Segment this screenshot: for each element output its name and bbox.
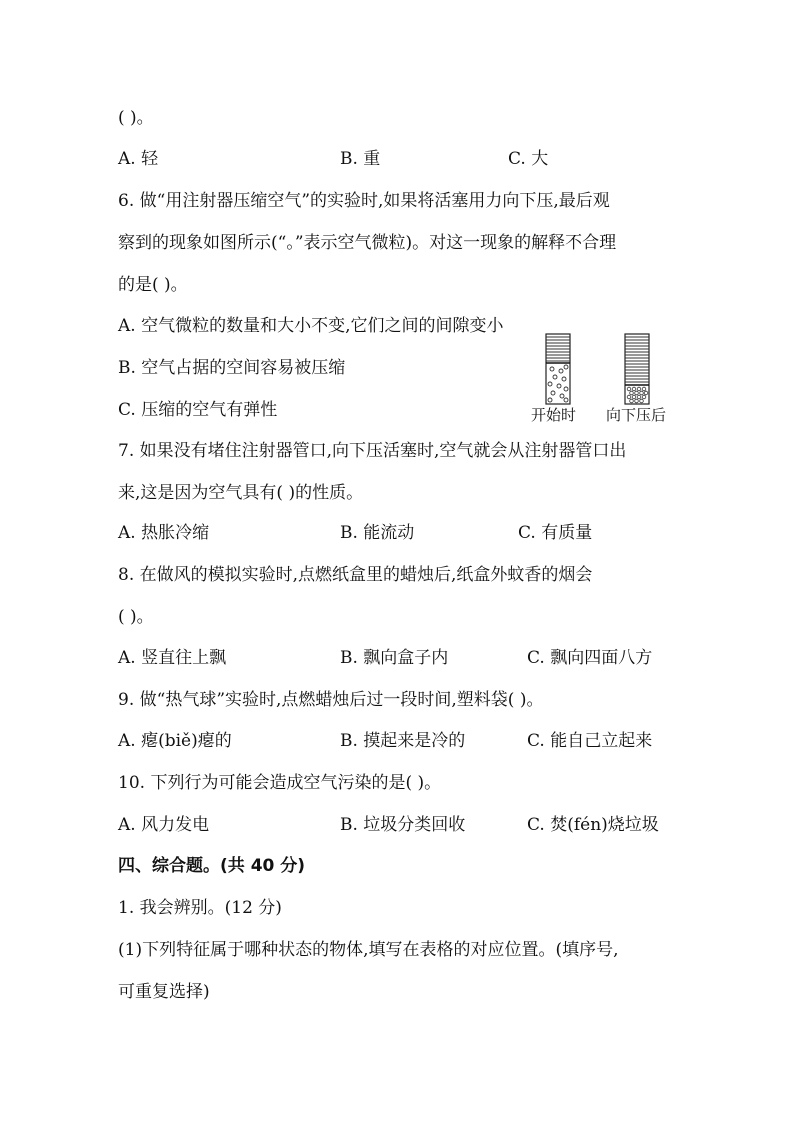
q6-option-a: A. 空气微粒的数量和大小不变,它们之间的间隙变小 [118, 316, 504, 336]
figure-label-start: 开始时 [531, 406, 577, 424]
syringe-start-figure [544, 333, 574, 405]
q6-stem-line1: 6. 做“用注射器压缩空气”的实验时,如果将活塞用力向下压,最后观 [118, 191, 610, 211]
section-four-q1: 1. 我会辨别。(12 分) [118, 898, 282, 918]
q5-option-c: C. 大 [508, 149, 549, 169]
q10-option-a: A. 风力发电 [118, 815, 210, 835]
q10-option-c: C. 焚(fén)烧垃圾 [527, 815, 659, 835]
q10-option-b: B. 垃圾分类回收 [340, 815, 466, 835]
syringe-compressed-figure [623, 333, 653, 405]
q7-option-c: C. 有质量 [518, 523, 593, 543]
q6-option-b: B. 空气占据的空间容易被压缩 [118, 358, 346, 378]
section-four-q1-sub1-line1: (1)下列特征属于哪种状态的物体,填写在表格的对应位置。(填序号, [118, 940, 619, 960]
q10-stem-line1: 10. 下列行为可能会造成空气污染的是( )。 [118, 773, 442, 793]
q6-stem-line3: 的是( )。 [118, 275, 188, 295]
q7-option-a: A. 热胀冷缩 [118, 523, 210, 543]
section-four-title: 四、综合题。(共 40 分) [118, 856, 306, 876]
q5-blank: ( )。 [118, 108, 154, 128]
q8-option-c: C. 飘向四面八方 [527, 648, 653, 668]
q8-option-a: A. 竖直往上飘 [118, 648, 227, 668]
q8-stem-line2: ( )。 [118, 607, 154, 627]
q9-stem-line1: 9. 做“热气球”实验时,点燃蜡烛后过一段时间,塑料袋( )。 [118, 690, 544, 710]
q7-stem-line1: 7. 如果没有堵住注射器管口,向下压活塞时,空气就会从注射器管口出 [118, 441, 627, 461]
q7-stem-line2: 来,这是因为空气具有( )的性质。 [118, 483, 364, 503]
q6-stem-line2: 察到的现象如图所示(“。”表示空气微粒)。对这一现象的解释不合理 [118, 233, 617, 253]
q8-option-b: B. 飘向盒子内 [340, 648, 449, 668]
figure-label-after: 向下压后 [606, 406, 667, 424]
q5-option-b: B. 重 [340, 149, 381, 169]
q9-option-c: C. 能自己立起来 [527, 731, 653, 751]
q8-stem-line1: 8. 在做风的模拟实验时,点燃纸盒里的蜡烛后,纸盒外蚊香的烟会 [118, 565, 593, 585]
q9-option-a: A. 瘪(biě)瘪的 [118, 731, 232, 751]
q9-option-b: B. 摸起来是冷的 [340, 731, 466, 751]
q7-option-b: B. 能流动 [340, 523, 415, 543]
q5-option-a: A. 轻 [118, 149, 159, 169]
section-four-q1-sub1-line2: 可重复选择) [118, 982, 210, 1002]
q6-option-c: C. 压缩的空气有弹性 [118, 400, 278, 420]
